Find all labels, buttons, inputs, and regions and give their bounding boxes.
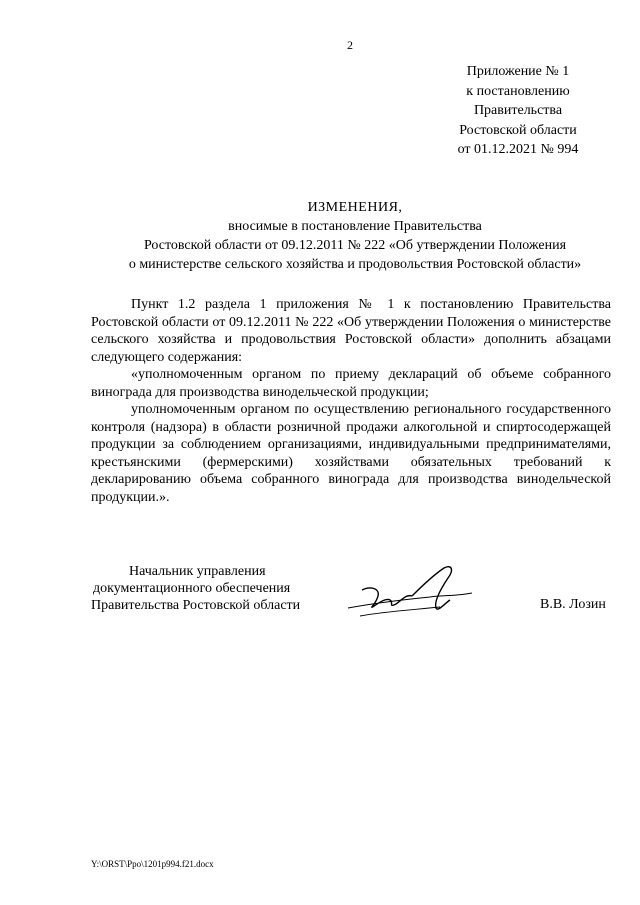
position-line: Правительства Ростовской области	[91, 598, 301, 613]
annex-line: Ростовской области	[459, 122, 577, 138]
title-line: вносимые в постановление Правительства	[228, 219, 482, 234]
annex-line: Приложение № 1	[466, 64, 570, 79]
title-line: Ростовской области от 09.12.2011 № 222 «Об утверждении Положения	[143, 238, 567, 253]
position-line: Начальник управления	[129, 564, 266, 579]
title-line: о министерстве сельского хозяйства и продовольствия Ростовской области»	[128, 257, 582, 272]
body-paragraph: Пункт 1.2 раздела 1 приложения № 1 к постановлению Правительства Ростовской области от 09.12.2011 № 222 «Об утверждении Положения о министерстве сельского хозяйства и продовольствия Ростовской области» дополнить абзацами следующего содержания:	[91, 297, 611, 365]
file-path: Y:\ORST\Ppo\1201p994.f21.docx	[91, 859, 214, 869]
body-paragraph: уполномоченным органом по осуществлению регионального государственного контроля (надзора) в области розничной продажи алкогольной и спиртосодержащей продукции за соблюдением организациями, индивидуальными предпринимателями, крестьянскими (фермерскими) хозяйствами обязательных требований к декларированию объема собранного винограда для производства винодельческой продукции.».	[91, 402, 611, 505]
document-title	[100, 198, 610, 274]
annex-line: от 01.12.2021 № 994	[457, 142, 579, 157]
signatory-position	[91, 563, 331, 614]
document-body	[91, 296, 611, 506]
body-paragraph: «уполномоченным органом по приему деклараций об объеме собранного винограда для производства винодельческой продукции;	[91, 367, 611, 400]
annex-line: Правительства	[473, 103, 563, 118]
page-number: 2	[347, 38, 353, 52]
handwritten-signature	[340, 560, 480, 630]
title-heading: ИЗМЕНЕНИЯ,	[307, 200, 403, 215]
annex-block	[440, 62, 596, 160]
position-line: документационного обеспечения	[93, 581, 291, 596]
signatory-name: В.В. Лозин	[540, 597, 606, 612]
annex-line: к постановлению	[466, 83, 570, 99]
